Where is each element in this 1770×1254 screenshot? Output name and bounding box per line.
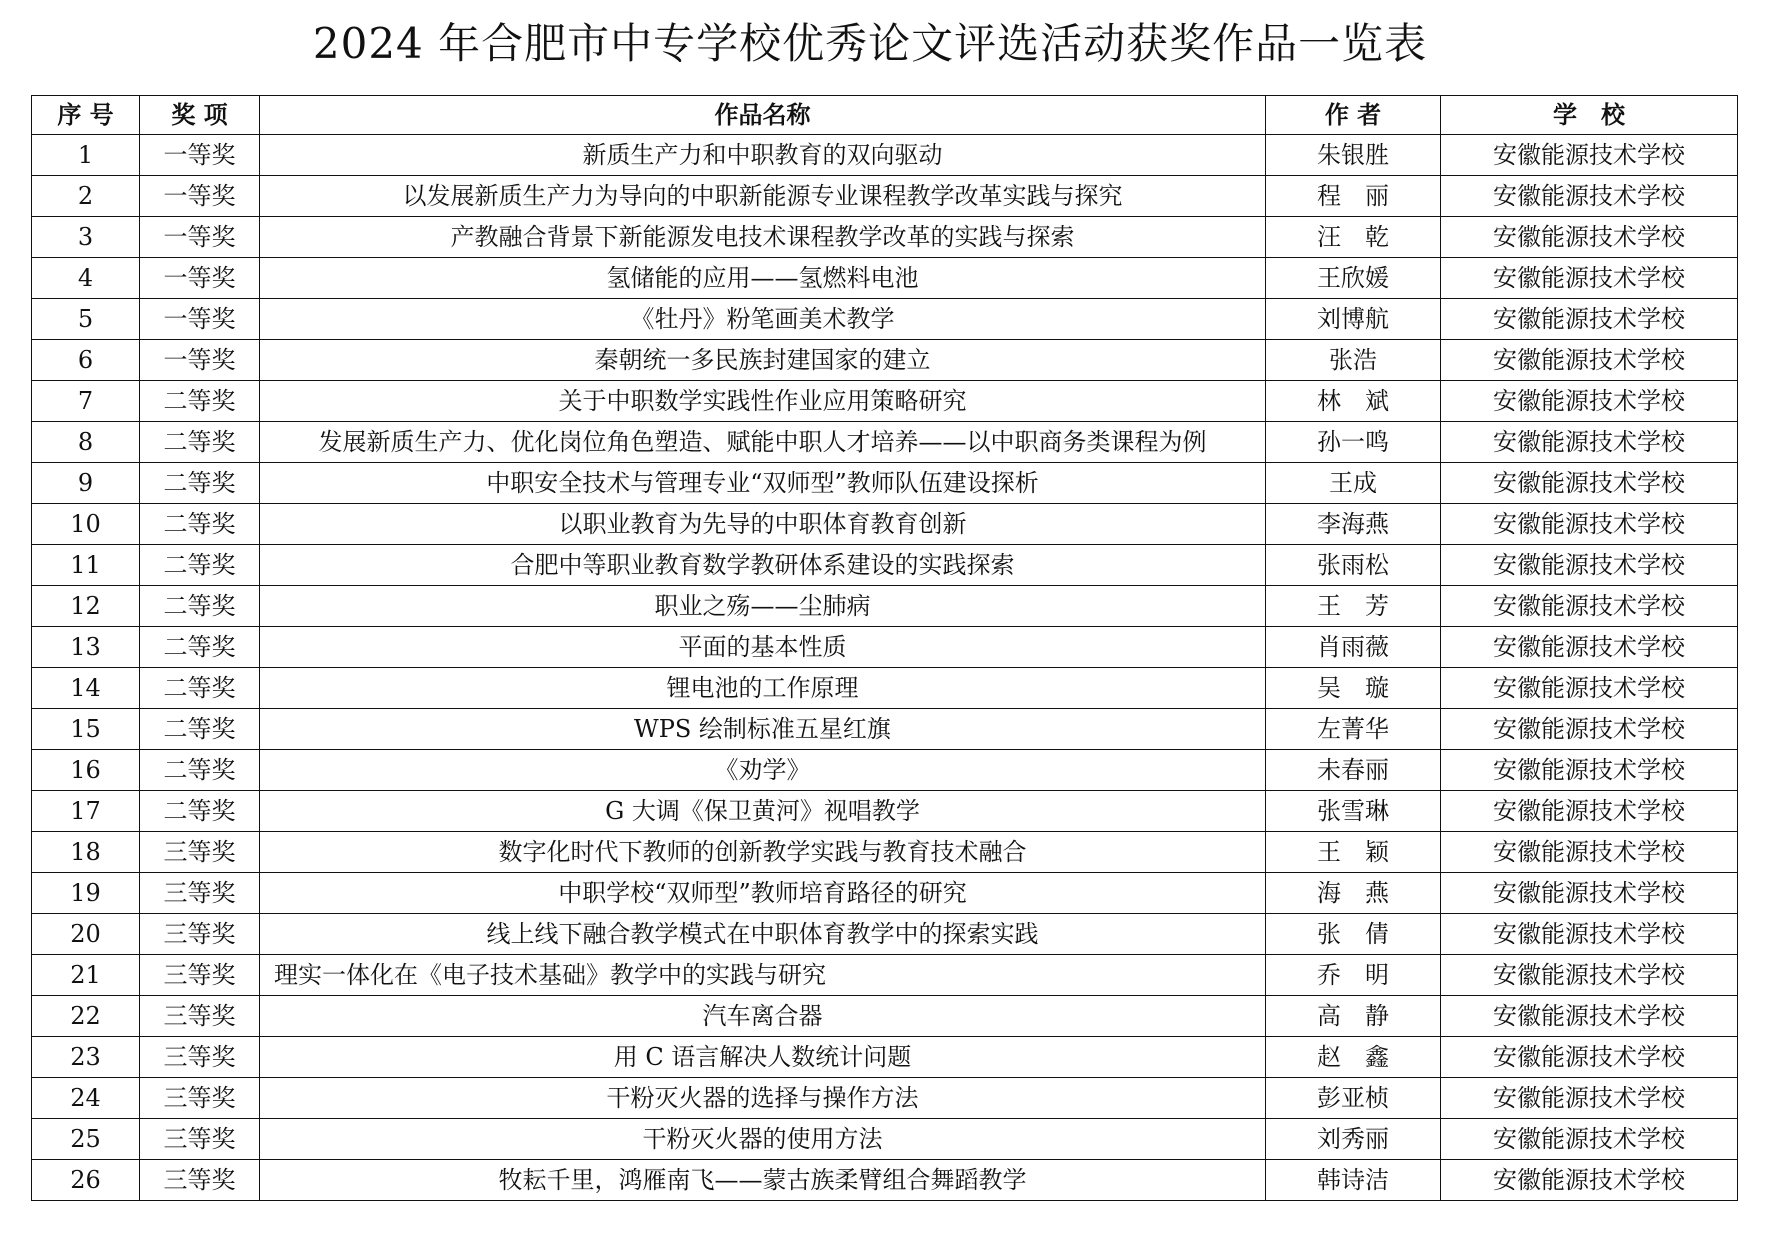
award-cell: 三等奖: [140, 955, 260, 996]
title-cell: 新质生产力和中职教育的双向驱动: [260, 135, 1266, 176]
award-cell: 一等奖: [140, 217, 260, 258]
school-cell: 安徽能源技术学校: [1441, 340, 1738, 381]
table-row: [32, 545, 1738, 586]
school-cell: 安徽能源技术学校: [1441, 422, 1738, 463]
row-number-cell: 6: [32, 340, 140, 381]
table-row: [32, 381, 1738, 422]
row-number-cell: 5: [32, 299, 140, 340]
header-author: 作 者: [1266, 96, 1441, 135]
table-row: [32, 217, 1738, 258]
title-cell: 发展新质生产力、优化岗位角色塑造、赋能中职人才培养——以中职商务类课程为例: [260, 422, 1266, 463]
award-cell: 二等奖: [140, 750, 260, 791]
row-number-cell: 9: [32, 463, 140, 504]
row-number-cell: 19: [32, 873, 140, 914]
author-cell: 张雪琳: [1266, 791, 1441, 832]
title-cell: 以发展新质生产力为导向的中职新能源专业课程教学改革实践与探究: [260, 176, 1266, 217]
title-cell: 干粉灭火器的使用方法: [260, 1119, 1266, 1160]
row-number-cell: 3: [32, 217, 140, 258]
award-cell: 一等奖: [140, 299, 260, 340]
award-cell: 三等奖: [140, 996, 260, 1037]
author-cell: 韩诗洁: [1266, 1160, 1441, 1201]
row-number-cell: 4: [32, 258, 140, 299]
award-cell: 二等奖: [140, 668, 260, 709]
award-cell: 三等奖: [140, 914, 260, 955]
header-number: 序 号: [32, 96, 140, 135]
table-row: [32, 668, 1738, 709]
award-cell: 一等奖: [140, 176, 260, 217]
title-cell: 理实一体化在《电子技术基础》教学中的实践与研究: [260, 955, 1266, 996]
award-cell: 二等奖: [140, 504, 260, 545]
row-number-cell: 12: [32, 586, 140, 627]
row-number-cell: 24: [32, 1078, 140, 1119]
row-number-cell: 21: [32, 955, 140, 996]
row-number-cell: 8: [32, 422, 140, 463]
award-cell: 二等奖: [140, 463, 260, 504]
award-cell: 三等奖: [140, 832, 260, 873]
table-row: [32, 586, 1738, 627]
school-cell: 安徽能源技术学校: [1441, 135, 1738, 176]
author-cell: 张浩: [1266, 340, 1441, 381]
author-cell: 海 燕: [1266, 873, 1441, 914]
award-cell: 二等奖: [140, 586, 260, 627]
author-cell: 刘秀丽: [1266, 1119, 1441, 1160]
table-row: [32, 504, 1738, 545]
title-cell: 锂电池的工作原理: [260, 668, 1266, 709]
title-cell: 牧耘千里，鸿雁南飞——蒙古族柔臂组合舞蹈教学: [260, 1160, 1266, 1201]
row-number-cell: 22: [32, 996, 140, 1037]
award-cell: 二等奖: [140, 709, 260, 750]
school-cell: 安徽能源技术学校: [1441, 955, 1738, 996]
school-cell: 安徽能源技术学校: [1441, 217, 1738, 258]
row-number-cell: 17: [32, 791, 140, 832]
title-cell: 《劝学》: [260, 750, 1266, 791]
title-cell: 秦朝统一多民族封建国家的建立: [260, 340, 1266, 381]
award-cell: 二等奖: [140, 627, 260, 668]
row-number-cell: 26: [32, 1160, 140, 1201]
row-number-cell: 25: [32, 1119, 140, 1160]
title-cell: 中职学校“双师型”教师培育路径的研究: [260, 873, 1266, 914]
author-cell: 张雨松: [1266, 545, 1441, 586]
title-cell: 氢储能的应用——氢燃料电池: [260, 258, 1266, 299]
table-row: [32, 627, 1738, 668]
school-cell: 安徽能源技术学校: [1441, 1160, 1738, 1201]
title-cell: 关于中职数学实践性作业应用策略研究: [260, 381, 1266, 422]
row-number-cell: 11: [32, 545, 140, 586]
school-cell: 安徽能源技术学校: [1441, 176, 1738, 217]
award-cell: 一等奖: [140, 258, 260, 299]
author-cell: 张 倩: [1266, 914, 1441, 955]
school-cell: 安徽能源技术学校: [1441, 504, 1738, 545]
school-cell: 安徽能源技术学校: [1441, 996, 1738, 1037]
awards-table: [31, 95, 1738, 1201]
author-cell: 孙一鸣: [1266, 422, 1441, 463]
author-cell: 王成: [1266, 463, 1441, 504]
school-cell: 安徽能源技术学校: [1441, 873, 1738, 914]
school-cell: 安徽能源技术学校: [1441, 668, 1738, 709]
author-cell: 刘博航: [1266, 299, 1441, 340]
table-row: [32, 299, 1738, 340]
author-cell: 吴 璇: [1266, 668, 1441, 709]
author-cell: 高 静: [1266, 996, 1441, 1037]
table-row: [32, 791, 1738, 832]
title-cell: 中职安全技术与管理专业“双师型”教师队伍建设探析: [260, 463, 1266, 504]
row-number-cell: 18: [32, 832, 140, 873]
table-row: [32, 709, 1738, 750]
school-cell: 安徽能源技术学校: [1441, 914, 1738, 955]
table-row: [32, 873, 1738, 914]
row-number-cell: 23: [32, 1037, 140, 1078]
school-cell: 安徽能源技术学校: [1441, 832, 1738, 873]
row-number-cell: 10: [32, 504, 140, 545]
title-cell: 职业之殇——尘肺病: [260, 586, 1266, 627]
award-cell: 三等奖: [140, 873, 260, 914]
header-title: 作品名称: [260, 96, 1266, 135]
school-cell: 安徽能源技术学校: [1441, 627, 1738, 668]
title-cell: 数字化时代下教师的创新教学实践与教育技术融合: [260, 832, 1266, 873]
title-cell: 汽车离合器: [260, 996, 1266, 1037]
title-cell: WPS 绘制标准五星红旗: [260, 709, 1266, 750]
author-cell: 林 斌: [1266, 381, 1441, 422]
school-cell: 安徽能源技术学校: [1441, 1119, 1738, 1160]
table-row: [32, 176, 1738, 217]
row-number-cell: 15: [32, 709, 140, 750]
award-cell: 三等奖: [140, 1037, 260, 1078]
document-title: 2024 年合肥市中专学校优秀论文评选活动获奖作品一览表: [312, 19, 1428, 68]
table-row: [32, 463, 1738, 504]
award-cell: 三等奖: [140, 1119, 260, 1160]
table-header-row: [32, 96, 1738, 135]
author-cell: 朱银胜: [1266, 135, 1441, 176]
award-cell: 二等奖: [140, 545, 260, 586]
author-cell: 程 丽: [1266, 176, 1441, 217]
row-number-cell: 14: [32, 668, 140, 709]
table-row: [32, 914, 1738, 955]
table-row: [32, 1078, 1738, 1119]
table-row: [32, 1160, 1738, 1201]
row-number-cell: 7: [32, 381, 140, 422]
author-cell: 李海燕: [1266, 504, 1441, 545]
author-cell: 乔 明: [1266, 955, 1441, 996]
title-cell: 合肥中等职业教育数学教研体系建设的实践探索: [260, 545, 1266, 586]
table-row: [32, 135, 1738, 176]
table-row: [32, 422, 1738, 463]
title-cell: 用 C 语言解决人数统计问题: [260, 1037, 1266, 1078]
award-cell: 一等奖: [140, 135, 260, 176]
author-cell: 肖雨薇: [1266, 627, 1441, 668]
author-cell: 未春丽: [1266, 750, 1441, 791]
school-cell: 安徽能源技术学校: [1441, 709, 1738, 750]
school-cell: 安徽能源技术学校: [1441, 545, 1738, 586]
award-cell: 二等奖: [140, 791, 260, 832]
header-school: 学 校: [1441, 96, 1738, 135]
table-row: [32, 955, 1738, 996]
school-cell: 安徽能源技术学校: [1441, 791, 1738, 832]
title-cell: 产教融合背景下新能源发电技术课程教学改革的实践与探索: [260, 217, 1266, 258]
school-cell: 安徽能源技术学校: [1441, 586, 1738, 627]
school-cell: 安徽能源技术学校: [1441, 258, 1738, 299]
row-number-cell: 16: [32, 750, 140, 791]
table-row: [32, 340, 1738, 381]
school-cell: 安徽能源技术学校: [1441, 1078, 1738, 1119]
author-cell: 左菁华: [1266, 709, 1441, 750]
author-cell: 王 芳: [1266, 586, 1441, 627]
school-cell: 安徽能源技术学校: [1441, 299, 1738, 340]
title-cell: G 大调《保卫黄河》视唱教学: [260, 791, 1266, 832]
school-cell: 安徽能源技术学校: [1441, 750, 1738, 791]
row-number-cell: 2: [32, 176, 140, 217]
author-cell: 彭亚桢: [1266, 1078, 1441, 1119]
school-cell: 安徽能源技术学校: [1441, 1037, 1738, 1078]
author-cell: 王欣媛: [1266, 258, 1441, 299]
author-cell: 王 颖: [1266, 832, 1441, 873]
author-cell: 汪 乾: [1266, 217, 1441, 258]
award-cell: 三等奖: [140, 1160, 260, 1201]
author-cell: 赵 鑫: [1266, 1037, 1441, 1078]
award-cell: 一等奖: [140, 340, 260, 381]
title-cell: 干粉灭火器的选择与操作方法: [260, 1078, 1266, 1119]
header-award: 奖 项: [140, 96, 260, 135]
school-cell: 安徽能源技术学校: [1441, 463, 1738, 504]
title-cell: 《牡丹》粉笔画美术教学: [260, 299, 1266, 340]
table-row: [32, 1119, 1738, 1160]
award-cell: 二等奖: [140, 381, 260, 422]
title-cell: 平面的基本性质: [260, 627, 1266, 668]
award-cell: 三等奖: [140, 1078, 260, 1119]
row-number-cell: 13: [32, 627, 140, 668]
school-cell: 安徽能源技术学校: [1441, 381, 1738, 422]
row-number-cell: 1: [32, 135, 140, 176]
title-cell: 以职业教育为先导的中职体育教育创新: [260, 504, 1266, 545]
row-number-cell: 20: [32, 914, 140, 955]
table-row: [32, 996, 1738, 1037]
award-cell: 二等奖: [140, 422, 260, 463]
table-body: [32, 135, 1738, 1201]
title-cell: 线上线下融合教学模式在中职体育教学中的探索实践: [260, 914, 1266, 955]
table-row: [32, 1037, 1738, 1078]
table-row: [32, 832, 1738, 873]
table-row: [32, 258, 1738, 299]
table-row: [32, 750, 1738, 791]
